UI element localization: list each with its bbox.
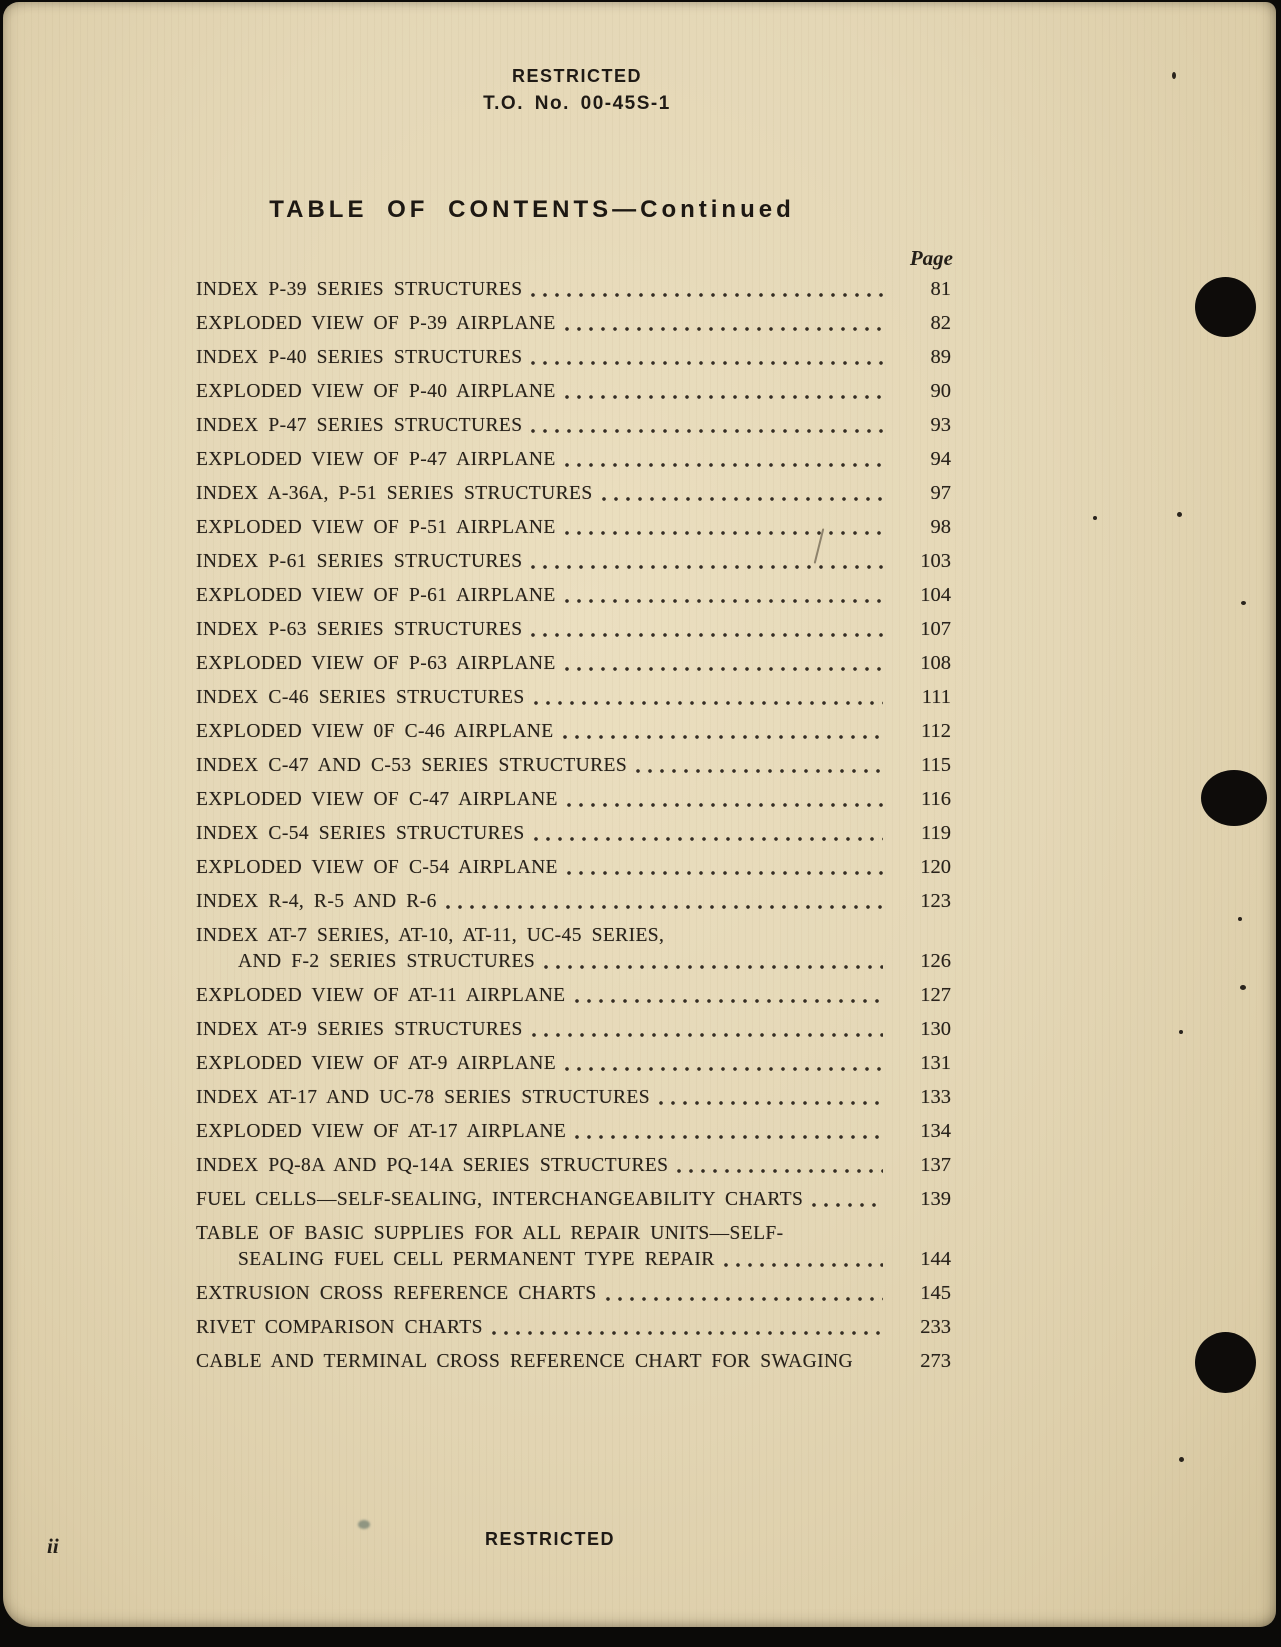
toc-entry-title: EXPLODED VIEW OF AT-11 AIRPLANE bbox=[196, 985, 566, 1006]
toc-entry-page-number: 134 bbox=[920, 1120, 951, 1142]
toc-entry-title: EXPLODED VIEW OF P-39 AIRPLANE bbox=[196, 313, 556, 334]
toc-entry-line bbox=[196, 653, 951, 674]
folio-page-number: ii bbox=[47, 1534, 59, 1558]
toc-entry-page-number: 116 bbox=[921, 788, 951, 810]
toc-entry-line bbox=[196, 1223, 951, 1244]
toc-entry bbox=[196, 925, 951, 972]
dot-leaders bbox=[531, 360, 883, 366]
dot-leaders bbox=[565, 1066, 883, 1072]
toc-entry bbox=[196, 1351, 951, 1372]
toc-entry-line bbox=[196, 755, 951, 776]
toc-entry bbox=[196, 1223, 951, 1270]
dot-leaders bbox=[492, 1330, 883, 1336]
page-column-header: Page bbox=[909, 246, 953, 270]
toc-entry-line bbox=[196, 619, 951, 640]
toc-entry-title: EXPLODED VIEW OF P-51 AIRPLANE bbox=[196, 517, 556, 538]
toc-entry-line bbox=[196, 1121, 951, 1142]
speck bbox=[1240, 985, 1246, 990]
toc-entry-line bbox=[196, 1189, 951, 1210]
dot-leaders bbox=[563, 734, 883, 740]
toc-entry-title: EXPLODED VIEW OF AT-9 AIRPLANE bbox=[196, 1053, 557, 1074]
toc-entry-page-number: 139 bbox=[920, 1188, 951, 1210]
dot-leaders bbox=[659, 1100, 883, 1106]
dot-leaders bbox=[724, 1262, 883, 1268]
ink-smudge bbox=[358, 1520, 370, 1529]
toc-entry bbox=[196, 585, 951, 606]
dot-leaders bbox=[565, 666, 883, 672]
dot-leaders bbox=[544, 964, 883, 970]
toc-entry-title: EXPLODED VIEW OF C-54 AIRPLANE bbox=[196, 857, 558, 878]
toc-entry-line bbox=[196, 1351, 951, 1372]
toc-entry-title: INDEX PQ-8A AND PQ-14A SERIES STRUCTURES bbox=[196, 1155, 669, 1176]
toc-entry-line bbox=[196, 951, 951, 972]
toc-entry-page-number: 145 bbox=[920, 1282, 951, 1304]
toc-entry bbox=[196, 857, 951, 878]
toc-entry-page-number: 94 bbox=[930, 448, 951, 470]
toc-entry-page-number: 107 bbox=[920, 618, 951, 640]
toc-entry bbox=[196, 347, 951, 368]
toc-entry-page-number: 97 bbox=[930, 482, 951, 504]
toc-entry-page-number: 81 bbox=[930, 278, 951, 300]
toc-entry bbox=[196, 381, 951, 402]
toc-entry-page-number: 98 bbox=[930, 516, 951, 538]
toc-entry-page-number: 120 bbox=[920, 856, 951, 878]
speck bbox=[1179, 1457, 1184, 1462]
toc-entry bbox=[196, 483, 951, 504]
toc-entry-line bbox=[196, 279, 951, 300]
toc-entry bbox=[196, 619, 951, 640]
technical-order-number: T.O. No. 00-45S-1 bbox=[483, 93, 671, 114]
toc-entry-line bbox=[196, 381, 951, 402]
dot-leaders bbox=[575, 998, 884, 1004]
toc-entry-title: EXPLODED VIEW OF P-63 AIRPLANE bbox=[196, 653, 556, 674]
toc-entry bbox=[196, 279, 951, 300]
toc-entry-title: EXPLODED VIEW OF P-61 AIRPLANE bbox=[196, 585, 556, 606]
speck bbox=[1241, 601, 1246, 605]
dot-leaders bbox=[812, 1202, 883, 1208]
toc-entry-title: TABLE OF BASIC SUPPLIES FOR ALL REPAIR UNITS—SELF- bbox=[196, 1223, 784, 1244]
toc-entry bbox=[196, 1155, 951, 1176]
toc-entry bbox=[196, 551, 951, 572]
dot-leaders bbox=[531, 564, 883, 570]
toc-entry-line bbox=[196, 1249, 951, 1270]
dot-leaders bbox=[531, 428, 883, 434]
toc-entry bbox=[196, 449, 951, 470]
speck bbox=[1238, 917, 1242, 921]
toc-entry bbox=[196, 1283, 951, 1304]
punch-hole bbox=[1195, 1332, 1256, 1393]
toc-entry-title: INDEX AT-17 AND UC-78 SERIES STRUCTURES bbox=[196, 1087, 650, 1108]
toc-entry-page-number: 131 bbox=[920, 1052, 951, 1074]
page-header bbox=[77, 66, 1077, 115]
toc-entry-title: INDEX AT-7 SERIES, AT-10, AT-11, UC-45 SERIES, bbox=[196, 925, 665, 946]
toc-entry-line bbox=[196, 925, 951, 946]
toc-entry-page-number: 233 bbox=[920, 1316, 951, 1338]
speck bbox=[1179, 1030, 1183, 1034]
toc-entry-title: INDEX P-47 SERIES STRUCTURES bbox=[196, 415, 523, 436]
document-page bbox=[3, 2, 1276, 1627]
toc-entry bbox=[196, 721, 951, 742]
toc-entry-title: EXTRUSION CROSS REFERENCE CHARTS bbox=[196, 1283, 597, 1304]
toc-entry-title: INDEX C-47 AND C-53 SERIES STRUCTURES bbox=[196, 755, 628, 776]
toc-entry bbox=[196, 1189, 951, 1210]
toc-entry-page-number: 103 bbox=[920, 550, 951, 572]
toc-entry-page-number: 115 bbox=[921, 754, 951, 776]
toc-entry bbox=[196, 755, 951, 776]
toc-entry-title: AND F-2 SERIES STRUCTURES bbox=[238, 951, 536, 972]
punch-hole bbox=[1201, 770, 1267, 826]
speck bbox=[1172, 72, 1176, 79]
toc-entry-line bbox=[196, 687, 951, 708]
dot-leaders bbox=[565, 326, 883, 332]
classification-header: RESTRICTED bbox=[511, 66, 642, 86]
toc-entry bbox=[196, 1121, 951, 1142]
toc-entry bbox=[196, 1087, 951, 1108]
toc-entry-line bbox=[196, 551, 951, 572]
dot-leaders bbox=[567, 870, 883, 876]
toc-entry-title: INDEX A-36A, P-51 SERIES STRUCTURES bbox=[196, 483, 593, 504]
toc-entry-title: INDEX C-46 SERIES STRUCTURES bbox=[196, 687, 525, 708]
toc-entry-page-number: 144 bbox=[920, 1248, 951, 1270]
toc-entry-line bbox=[196, 1019, 951, 1040]
dot-leaders bbox=[565, 530, 883, 536]
toc-entry-line bbox=[196, 347, 951, 368]
toc-entry-title: INDEX P-40 SERIES STRUCTURES bbox=[196, 347, 523, 368]
dot-leaders bbox=[565, 394, 883, 400]
punch-hole bbox=[1195, 277, 1256, 337]
toc-entry-line bbox=[196, 449, 951, 470]
toc-entry-page-number: 273 bbox=[920, 1350, 951, 1372]
dot-leaders bbox=[532, 1032, 883, 1038]
toc-entry-title: CABLE AND TERMINAL CROSS REFERENCE CHART FOR SWAGING bbox=[196, 1351, 853, 1372]
toc-entry-line bbox=[196, 585, 951, 606]
toc-entry bbox=[196, 1019, 951, 1040]
toc-entry-line bbox=[196, 483, 951, 504]
toc-entry-page-number: 111 bbox=[921, 686, 951, 708]
toc-entry-page-number: 93 bbox=[930, 414, 951, 436]
toc-entry-page-number: 127 bbox=[920, 984, 951, 1006]
toc-entry-page-number: 123 bbox=[920, 890, 951, 912]
toc-entry-title: EXPLODED VIEW OF P-47 AIRPLANE bbox=[196, 449, 556, 470]
toc-entry-page-number: 108 bbox=[920, 652, 951, 674]
toc-entry-line bbox=[196, 823, 951, 844]
toc-entry-line bbox=[196, 1053, 951, 1074]
dot-leaders bbox=[677, 1168, 883, 1174]
toc-entry bbox=[196, 1053, 951, 1074]
dot-leaders bbox=[531, 292, 883, 298]
toc-entry-page-number: 90 bbox=[930, 380, 951, 402]
toc-entry bbox=[196, 653, 951, 674]
toc-entry bbox=[196, 1317, 951, 1338]
dot-leaders bbox=[565, 462, 883, 468]
toc-entry-line bbox=[196, 415, 951, 436]
toc-entry-title: EXPLODED VIEW OF P-40 AIRPLANE bbox=[196, 381, 556, 402]
toc-entry-line bbox=[196, 985, 951, 1006]
toc-entry-title: INDEX C-54 SERIES STRUCTURES bbox=[196, 823, 525, 844]
toc-entry-title: INDEX P-63 SERIES STRUCTURES bbox=[196, 619, 523, 640]
toc-entry bbox=[196, 415, 951, 436]
toc-entry bbox=[196, 985, 951, 1006]
toc-entry-page-number: 133 bbox=[920, 1086, 951, 1108]
dot-leaders bbox=[602, 496, 883, 502]
toc-entry bbox=[196, 823, 951, 844]
toc-entry-line bbox=[196, 1087, 951, 1108]
toc-entry-title: RIVET COMPARISON CHARTS bbox=[196, 1317, 483, 1338]
dot-leaders bbox=[531, 632, 883, 638]
dot-leaders bbox=[606, 1296, 883, 1302]
toc-entry-page-number: 112 bbox=[921, 720, 951, 742]
toc-entry-line bbox=[196, 1155, 951, 1176]
toc-entry-page-number: 82 bbox=[930, 312, 951, 334]
dot-leaders bbox=[636, 768, 883, 774]
toc-entry-page-number: 89 bbox=[930, 346, 951, 368]
toc-entry-page-number: 137 bbox=[920, 1154, 951, 1176]
speck bbox=[1093, 516, 1097, 520]
toc-entry-page-number: 130 bbox=[920, 1018, 951, 1040]
toc-entry-title: EXPLODED VIEW OF C-47 AIRPLANE bbox=[196, 789, 558, 810]
toc-entry-title: INDEX P-39 SERIES STRUCTURES bbox=[196, 279, 523, 300]
toc-entry-line bbox=[196, 891, 951, 912]
toc-entry-title: INDEX R-4, R-5 AND R-6 bbox=[196, 891, 437, 912]
toc-entry bbox=[196, 789, 951, 810]
dot-leaders bbox=[565, 598, 883, 604]
toc-entry-line bbox=[196, 313, 951, 334]
toc-entry bbox=[196, 891, 951, 912]
toc-entry-line bbox=[196, 517, 951, 538]
page-title: TABLE OF CONTENTS—Continued bbox=[269, 196, 795, 223]
dot-leaders bbox=[534, 700, 883, 706]
dot-leaders bbox=[567, 802, 883, 808]
toc-entry-page-number: 104 bbox=[920, 584, 951, 606]
classification-footer: RESTRICTED bbox=[484, 1529, 615, 1549]
toc-entry-title: EXPLODED VIEW 0F C-46 AIRPLANE bbox=[196, 721, 554, 742]
dot-leaders bbox=[862, 1364, 883, 1370]
toc-entry-page-number: 119 bbox=[921, 822, 951, 844]
toc-entry-line bbox=[196, 1283, 951, 1304]
table-of-contents bbox=[196, 279, 951, 1385]
toc-entry-line bbox=[196, 857, 951, 878]
dot-leaders bbox=[446, 904, 883, 910]
toc-entry-title: EXPLODED VIEW OF AT-17 AIRPLANE bbox=[196, 1121, 567, 1142]
toc-entry-title: FUEL CELLS—SELF-SEALING, INTERCHANGEABILITY CHARTS bbox=[196, 1189, 804, 1210]
toc-entry bbox=[196, 687, 951, 708]
speck bbox=[1177, 512, 1182, 517]
dot-leaders bbox=[534, 836, 883, 842]
toc-entry-page-number: 126 bbox=[920, 950, 951, 972]
toc-entry-title: INDEX P-61 SERIES STRUCTURES bbox=[196, 551, 523, 572]
toc-entry bbox=[196, 313, 951, 334]
toc-entry-line bbox=[196, 789, 951, 810]
toc-entry-line bbox=[196, 721, 951, 742]
toc-entry bbox=[196, 517, 951, 538]
toc-entry-title: INDEX AT-9 SERIES STRUCTURES bbox=[196, 1019, 523, 1040]
toc-entry-line bbox=[196, 1317, 951, 1338]
dot-leaders bbox=[575, 1134, 883, 1140]
toc-entry-title: SEALING FUEL CELL PERMANENT TYPE REPAIR bbox=[238, 1249, 715, 1270]
